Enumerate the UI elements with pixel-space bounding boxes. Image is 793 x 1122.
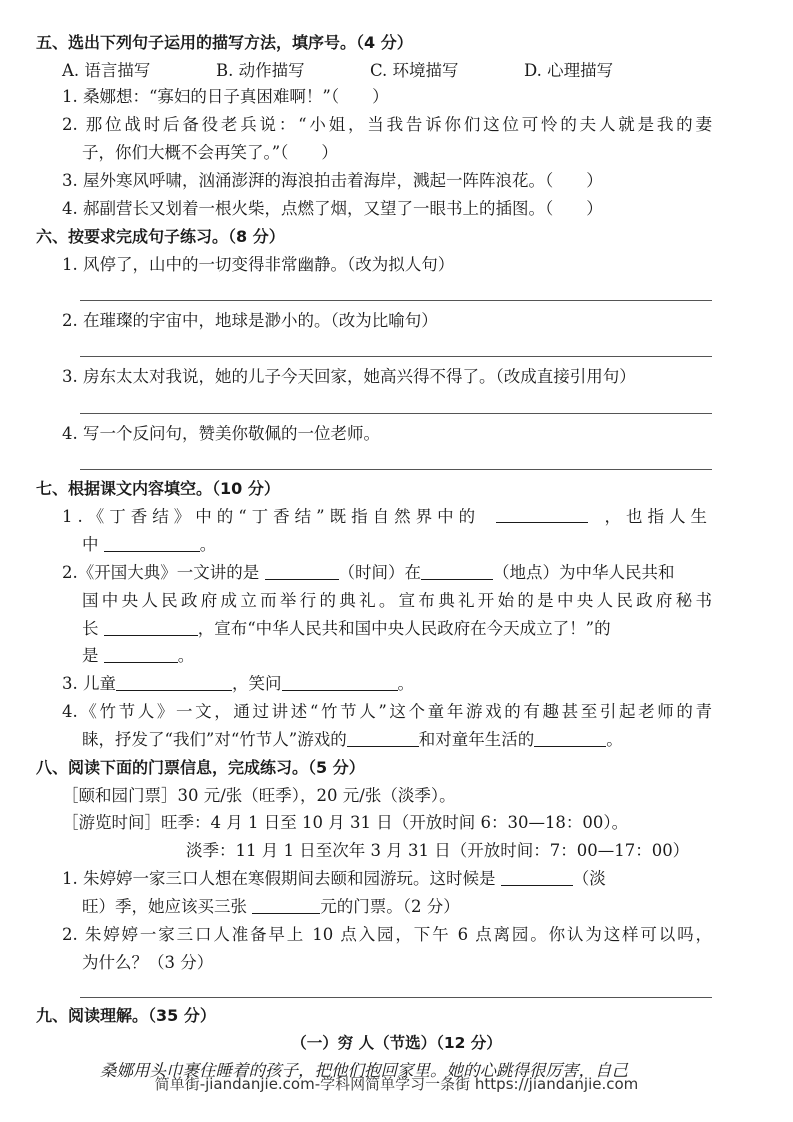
s5-question-3: 3. 屋外寒风呼啸，汹涌澎湃的海浪拍击着海岸，溅起一阵阵浪花。（ ） xyxy=(62,171,603,190)
s6-question-3: 3. 房东太太对我说，她的儿子今天回家，她高兴得不得了。（改成直接引用句） xyxy=(62,367,636,386)
s7-q4-text-c: 和对童年生活的 xyxy=(418,730,535,749)
s7-q3-text-b: ，笑问 xyxy=(232,674,282,693)
s8-q1-text-d: 元的门票。（2 分） xyxy=(320,897,460,916)
s5-question-1: 1. 桑娜想：“寡妇的日子真困难啊！”（ ） xyxy=(62,87,389,106)
passage-first-line: 桑娜用头巾裹住睡着的孩子，把他们抱回家里。她的心跳得很厉害，自己 xyxy=(100,1061,628,1080)
s5-question-2a: 2. 那位战时后备役老兵说：“小姐，当我告诉你们这位可怜的夫人就是我的妻 xyxy=(62,115,712,134)
s7-question-4a: 4.《竹节人》一文，通过讲述“竹节人”这个童年游戏的有趣甚至引起老师的青 xyxy=(62,702,712,721)
blank-s7-8[interactable] xyxy=(282,674,398,691)
blank-s7-7[interactable] xyxy=(116,674,232,691)
s7-question-2d xyxy=(82,645,194,667)
s5-question-2b: 子，你们大概不会再笑了。”（ ） xyxy=(82,143,338,162)
option-b: B. 动作描写 xyxy=(216,61,305,80)
blank-s8-1[interactable] xyxy=(501,869,573,886)
section-6-title: 六、按要求完成句子练习。（8 分） xyxy=(36,227,285,246)
blank-s7-1[interactable] xyxy=(496,506,588,523)
answer-line-5[interactable] xyxy=(80,997,712,998)
s7-question-3 xyxy=(62,673,414,695)
s8-q1-text-a: 1. 朱婷婷一家三口人想在寒假期间去颐和园游玩。这时候是 xyxy=(62,869,496,888)
blank-s7-10[interactable] xyxy=(534,730,606,747)
s7-question-2a xyxy=(62,562,675,584)
ticket-price-info: ［颐和园门票］30 元/张（旺季），20 元/张（淡季）。 xyxy=(62,786,456,805)
s7-q4-text-b: 睐，抒发了“我们”对“竹节人”游戏的 xyxy=(82,730,347,749)
s7-q2-text-g: 是 xyxy=(82,646,99,665)
blank-s8-2[interactable] xyxy=(252,897,320,914)
s6-question-2: 2. 在璀璨的宇宙中，地球是渺小的。（改为比喻句） xyxy=(62,311,438,330)
blank-s7-9[interactable] xyxy=(347,730,419,747)
s8-question-1a xyxy=(62,868,606,890)
s8-question-1b xyxy=(82,896,460,918)
s7-q1-text-b: ，也指人生 xyxy=(604,507,712,526)
s7-question-4b xyxy=(82,729,623,751)
s7-q1-text-c: 中 xyxy=(82,535,99,554)
option-a: A. 语言描写 xyxy=(62,61,151,80)
s7-question-1a xyxy=(62,506,712,528)
section-5-options xyxy=(62,60,613,82)
visit-time-off-peak: 淡季：11 月 1 日至次年 3 月 31 日（开放时间：7：00—17：00） xyxy=(186,841,690,860)
section-5-title: 五、选出下列句子运用的描写方法，填序号。（4 分） xyxy=(36,33,413,52)
blank-s7-6[interactable] xyxy=(104,646,178,663)
s7-q1-text-d: 。 xyxy=(199,535,217,554)
visit-time-peak: ［游览时间］旺季：4 月 1 日至 10 月 31 日（开放时间 6：30—18：00）。 xyxy=(62,813,629,832)
blank-s7-5[interactable] xyxy=(104,619,198,636)
answer-line-3[interactable] xyxy=(80,413,712,414)
s8-q1-text-c: 旺）季，她应该买三张 xyxy=(82,897,247,916)
answer-line-2[interactable] xyxy=(80,356,712,357)
blank-s7-4[interactable] xyxy=(421,563,493,580)
s6-question-1: 1. 风停了，山中的一切变得非常幽静。（改为拟人句） xyxy=(62,255,455,274)
answer-line-1[interactable] xyxy=(80,300,712,301)
section-8-title: 八、阅读下面的门票信息，完成练习。（5 分） xyxy=(36,758,365,777)
s7-q2-text-h: 。 xyxy=(177,646,195,665)
s7-q2-text-f: ，宣布“中华人民共和国中央人民政府在今天成立了！”的 xyxy=(197,619,611,638)
s7-q2-text-e: 长 xyxy=(82,619,99,638)
option-d: D. 心理描写 xyxy=(524,61,614,80)
passage-subtitle: （一）穷 人（节选）（12 分） xyxy=(291,1034,502,1052)
s7-question-1b xyxy=(82,534,216,556)
option-c: C. 环境描写 xyxy=(370,61,459,80)
blank-s7-3[interactable] xyxy=(265,563,339,580)
s8-q1-text-b: （淡 xyxy=(572,869,606,888)
s7-q3-text-c: 。 xyxy=(397,674,414,693)
section-7-title: 七、根据课文内容填空。（10 分） xyxy=(36,479,280,498)
section-9-title: 九、阅读理解。（35 分） xyxy=(36,1006,216,1025)
footer-watermark: 简单街-jiandanjie.com-学科网简单学习一条街 https://jiandanjie.com xyxy=(154,1075,639,1093)
s7-question-2c xyxy=(82,618,611,640)
s7-q2-text-c: （地点）为中华人民共和 xyxy=(493,563,675,582)
s7-q2-text-b: （时间）在 xyxy=(338,563,421,582)
s7-q4-text-d: 。 xyxy=(606,730,623,749)
s7-q2-text-a: 2.《开国大典》一文讲的是 xyxy=(62,563,260,582)
s8-question-2a: 2. 朱婷婷一家三口人准备早上 10 点入园，下午 6 点离园。你认为这样可以吗， xyxy=(62,925,712,944)
s5-question-4: 4. 郝副营长又划着一根火柴，点燃了烟，又望了一眼书上的插图。（ ） xyxy=(62,199,603,218)
s8-question-2b: 为什么？（3 分） xyxy=(82,953,214,972)
s7-q3-text-a: 3. 儿童 xyxy=(62,674,116,693)
answer-line-4[interactable] xyxy=(80,469,712,470)
s7-q1-text-a: 1.《丁香结》中的“丁香结”既指自然界中的 xyxy=(62,507,481,526)
blank-s7-2[interactable] xyxy=(104,535,200,552)
s7-question-2b: 国中央人民政府成立而举行的典礼。宣布典礼开始的是中央人民政府秘书 xyxy=(82,591,712,610)
s6-question-4: 4. 写一个反问句，赞美你敬佩的一位老师。 xyxy=(62,424,380,443)
